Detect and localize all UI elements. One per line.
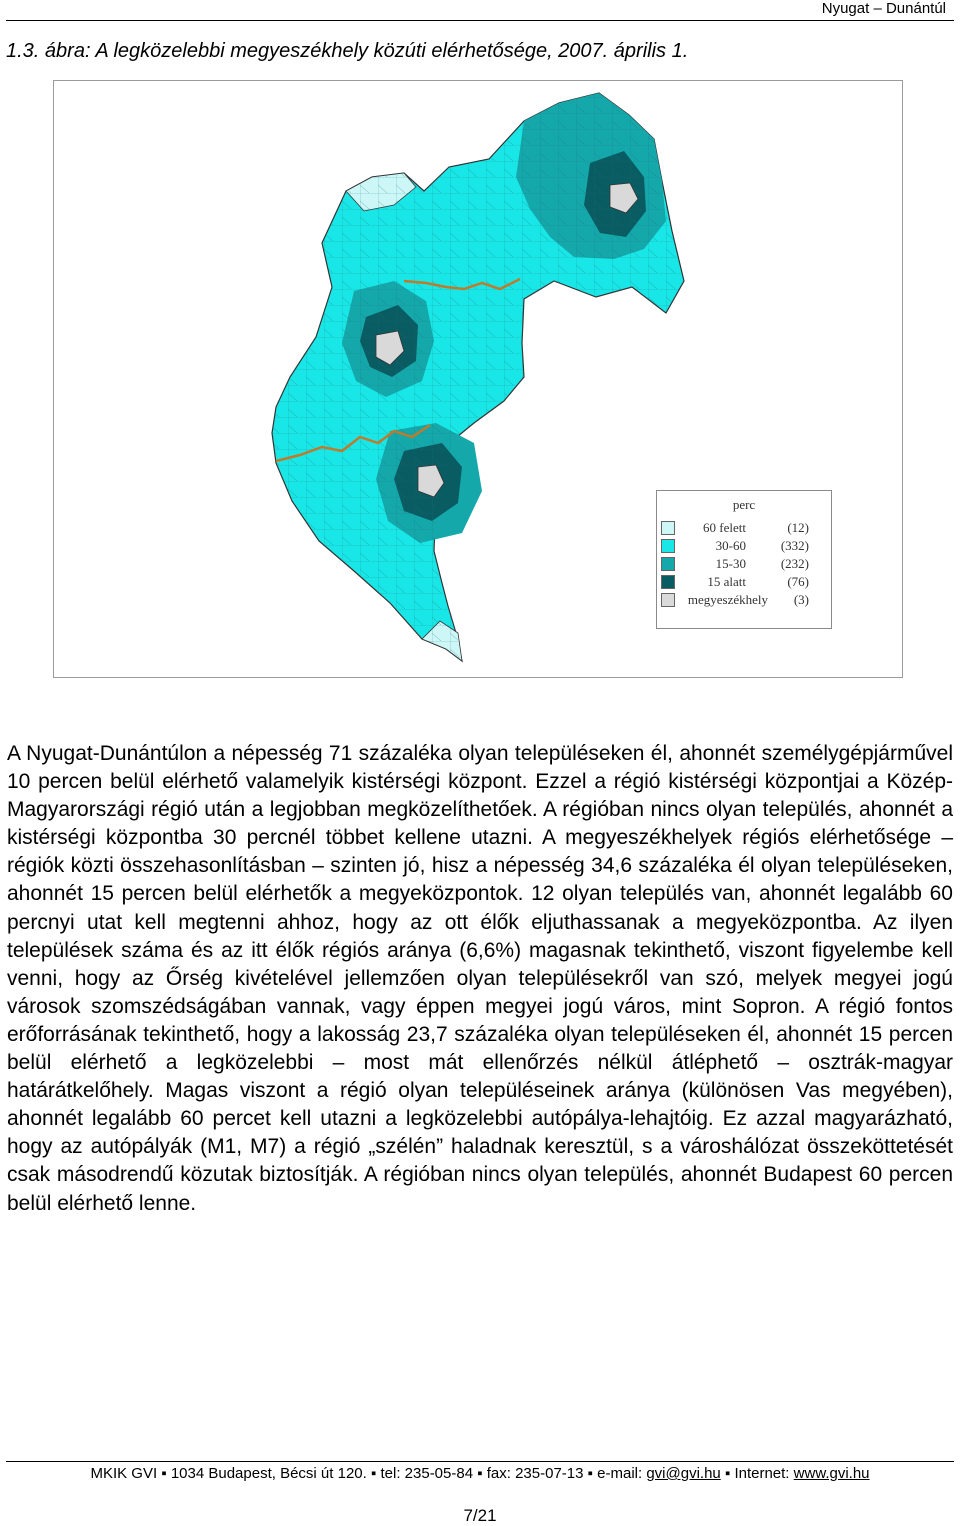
running-header: Nyugat – Dunántúl [821,0,946,17]
legend-swatch [661,575,675,589]
map-legend [656,490,832,629]
legend-title: perc [732,497,756,512]
footer-separator: ▪ [477,1465,483,1482]
footer-separator: ▪ [724,1465,731,1482]
legend-row-over60 [661,520,809,536]
legend-swatch [661,521,675,535]
legend-count: (76) [787,574,809,589]
legend-label: 30-60 [715,538,746,553]
legend-swatch [661,593,675,607]
legend-count: (12) [787,520,809,535]
footer-web-label: Internet: [734,1465,790,1482]
legend-row-30-60 [661,538,809,554]
legend-label: megyeszékhely [687,592,768,607]
legend-row-15-30 [661,556,809,572]
footer-web-link[interactable]: www.gvi.hu [793,1465,870,1482]
figure-caption: 1.3. ábra: A legközelebbi megyeszékhely közúti elérhetősége, 2007. április 1. [6,40,689,62]
legend-label: 15-30 [715,556,746,571]
legend-row-under15 [661,574,809,590]
footer-address: 1034 Budapest, Bécsi út 120. [170,1465,367,1482]
footer-fax: fax: 235-07-13 [486,1465,584,1482]
footer-separator: ▪ [587,1465,593,1482]
body-paragraph: A Nyugat-Dunántúlon a népesség 71 százaléka olyan településeken él, ahonnét személygépjárművel 10 percen belül elérhető valamelyik kistérségi központ. Ezzel a régió kistérségi központjai a Közép-Magyarországi régió után a legjobban megközelíthetőek. A régióban nincs olyan település, ahonnét a kistérségi központba 30 percnél többet kellene utazni. A megyeszékhelyek régiós elérhetősége – régiók közti összehasonlításban – szinten jó, hisz a népesség 34,6 százaléka él olyan településeken, ahonnét 15 percen belül elérhetők a megyeközpontok. 12 olyan település van, ahonnét legalább 60 percnyi utat kell megtenni ahhoz, hogy az ott élők eljuthassanak a megyeközpontba. Az ilyen települések száma és az itt élők régiós aránya (6,6%) magasnak tekinthető, viszont figyelembe kell venni, hogy az Őrség kivételével jellemzően olyan településekről van szó, melyek megyei jogú városok szomszédságában vannak, vagy éppen megyei jogú város, mint Sopron. A régió fontos erőforrásának tekinthető, hogy a lakosság 23,7 százaléka olyan településeken él, ahonnét 15 percen belül elérhető a legközelebbi – most mát ellenőrzés nélkül átléphető – osztrák-magyar határátkelőhely. Magas viszont a régió olyan településeinek aránya (különösen Vas megyében), ahonnét legalább 60 percet kell utazni a legközelebbi autópálya-lehajtóig. Ez azzal magyarázható, hogy az autópályák (M1, M7) a régió „szélén” haladnak keresztül, s a városhálózat összeköttetését csak másodrendű közutak biztosítják. A régióban nincs olyan település, ahonnét Budapest 60 percen belül elérhető lenne. [7,742,953,1215]
footer-separator: ▪ [161,1465,167,1482]
footer-rule [6,1461,954,1462]
legend-count: (3) [793,592,809,607]
footer-email-link[interactable]: gvi@gvi.hu [646,1465,721,1482]
legend-count: (232) [780,556,809,571]
page-number: 7/21 [463,1506,497,1525]
legend-label: 60 felett [703,520,746,535]
footer [0,1465,960,1482]
legend-swatch [661,539,675,553]
legend-label: 15 alatt [707,574,746,589]
map-figure [53,80,903,678]
footer-separator: ▪ [370,1465,377,1482]
legend-count: (332) [780,538,809,553]
footer-org: MKIK GVI [90,1465,158,1482]
legend-swatch [661,557,675,571]
footer-email-label: e-mail: [597,1465,643,1482]
legend-row-county-seat [661,592,809,608]
footer-tel: tel: 235-05-84 [380,1465,474,1482]
header-rule [6,20,954,21]
